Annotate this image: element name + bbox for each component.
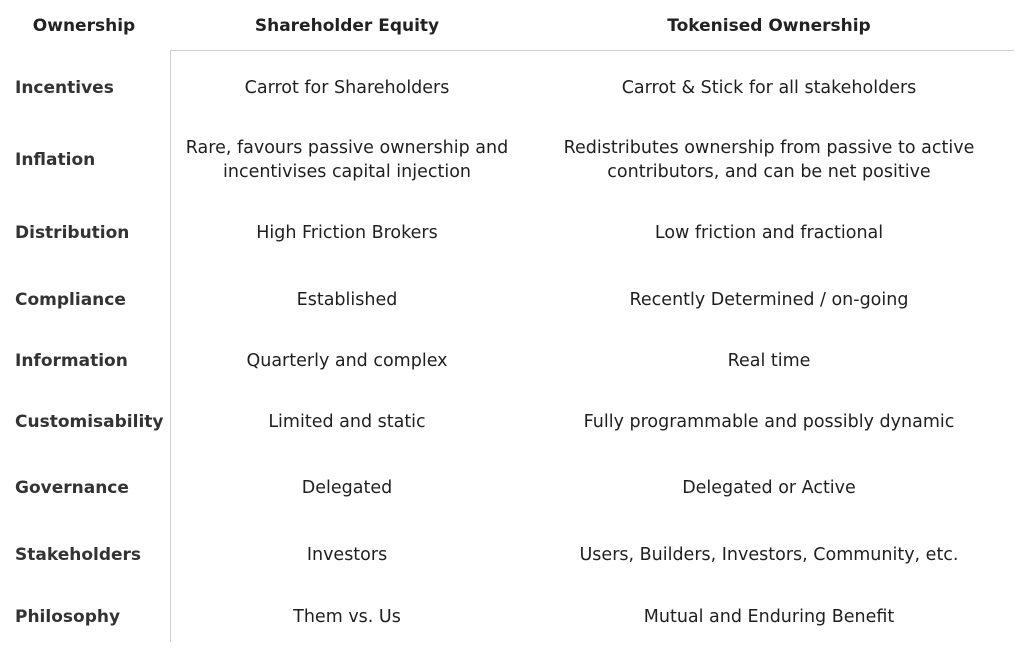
cell-text: Low friction and fractional [654,223,884,243]
cell-text: incentivises capital injection [223,162,471,182]
tokenised-ownership-cell [524,410,1014,434]
row-label: Compliance [15,290,126,310]
row-label: Incentives [15,78,114,98]
cell-text: Recently Determined / on-going [629,290,909,310]
cell-text: Redistributes ownership from passive to active [563,138,975,158]
table-header-divider [170,50,1014,51]
cell-text: Rare, favours passive ownership and [185,138,509,158]
row-label: Information [15,351,128,371]
cell-text: Investors [306,545,388,565]
header-tokenised-ownership: Tokenised Ownership [667,16,871,36]
tokenised-ownership-cell [524,476,1014,500]
row-label: Stakeholders [15,545,142,565]
row-label: Distribution [15,223,130,243]
shareholder-equity-cell [170,136,524,184]
cell-text: Users, Builders, Investors, Community, etc. [579,545,959,565]
row-label: Inflation [15,150,96,170]
cell-text: High Friction Brokers [256,223,438,243]
shareholder-equity-cell [170,605,524,629]
shareholder-equity-cell [170,410,524,434]
cell-text: Carrot for Shareholders [244,78,450,98]
cell-text: Real time [727,351,811,371]
tokenised-ownership-cell [524,76,1014,100]
shareholder-equity-cell [170,221,524,245]
cell-text: Carrot & Stick for all stakeholders [621,78,917,98]
header-shareholder-equity: Shareholder Equity [254,16,440,36]
tokenised-ownership-cell [524,349,1014,373]
shareholder-equity-cell [170,476,524,500]
cell-text: Mutual and Enduring Benefit [643,607,895,627]
header-ownership: Ownership [32,16,136,36]
shareholder-equity-cell [170,543,524,567]
shareholder-equity-cell [170,288,524,312]
row-label: Philosophy [15,607,121,627]
cell-text: Limited and static [268,412,426,432]
cell-text: Established [296,290,398,310]
shareholder-equity-cell [170,349,524,373]
cell-text: Delegated or Active [682,478,856,498]
cell-text: contributors, and can be net positive [607,162,931,182]
cell-text: Them vs. Us [293,607,401,627]
tokenised-ownership-cell [524,543,1014,567]
row-label: Governance [15,478,129,498]
row-label: Customisability [15,412,164,432]
tokenised-ownership-cell [524,136,1014,184]
tokenised-ownership-cell [524,605,1014,629]
cell-text: Quarterly and complex [246,351,448,371]
tokenised-ownership-cell [524,221,1014,245]
tokenised-ownership-cell [524,288,1014,312]
cell-text: Delegated [301,478,393,498]
cell-text: Fully programmable and possibly dynamic [583,412,955,432]
shareholder-equity-cell [170,76,524,100]
